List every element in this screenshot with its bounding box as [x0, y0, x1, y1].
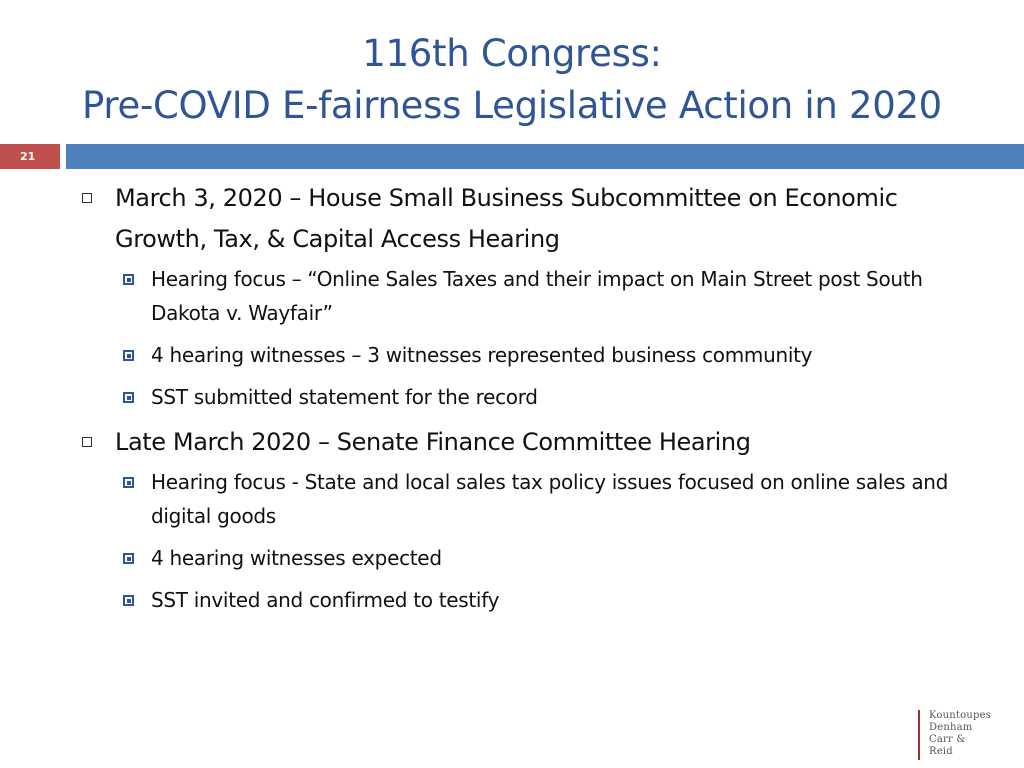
sub-bullet-item-1-2 — [82, 338, 982, 372]
square-bullet-icon — [123, 477, 134, 488]
hollow-square-bullet-icon — [82, 193, 92, 203]
slide-number: 21 — [0, 144, 60, 169]
firm-logo — [918, 710, 991, 760]
title-divider-bar — [66, 144, 1024, 169]
slide-title-line-2: Pre-COVID E-fairness Legislative Action in 2020 — [82, 84, 942, 127]
slide-title-line-1: 116th Congress: — [362, 32, 662, 75]
logo-name-3: Carr & — [929, 734, 966, 745]
slide-title — [0, 28, 1024, 132]
sub-bullet-item-2-3 — [82, 583, 982, 617]
sub-bullet-item-text: SST invited and confirmed to testify — [151, 588, 500, 612]
square-bullet-icon — [123, 392, 134, 403]
sub-bullet-item-text: Hearing focus - State and local sales tax policy issues focused on online sales and digital goods — [151, 470, 949, 528]
bullet-item-2-text: Late March 2020 – Senate Finance Committee Hearing — [115, 428, 751, 456]
sub-bullet-item-1-1 — [82, 262, 982, 330]
square-bullet-icon — [123, 553, 134, 564]
logo-name-4: Reid — [929, 746, 953, 757]
bullet-item-1 — [82, 178, 982, 260]
square-bullet-icon — [123, 274, 134, 285]
logo-name-2: Denham — [929, 722, 973, 733]
sub-bullet-item-text: SST submitted statement for the record — [151, 385, 538, 409]
slide-content — [82, 178, 982, 625]
sub-bullet-item-text: 4 hearing witnesses expected — [151, 546, 442, 570]
logo-name-1: Kountoupes — [929, 710, 992, 721]
sub-bullet-item-text: 4 hearing witnesses – 3 witnesses represented business community — [151, 343, 813, 367]
sub-bullet-item-1-3 — [82, 380, 982, 414]
square-bullet-icon — [123, 350, 134, 361]
logo-rule — [918, 710, 920, 760]
logo-names — [929, 710, 991, 760]
sub-bullet-item-text: Hearing focus – “Online Sales Taxes and their impact on Main Street post South Dakota v. Wayfair” — [151, 267, 923, 325]
bullet-item-2 — [82, 422, 982, 463]
sub-bullet-item-2-1 — [82, 465, 982, 533]
bullet-item-1-text: March 3, 2020 – House Small Business Subcommittee on Economic Growth, Tax, & Capital Access Hearing — [115, 184, 898, 253]
hollow-square-bullet-icon — [82, 437, 92, 447]
sub-bullet-item-2-2 — [82, 541, 982, 575]
square-bullet-icon — [123, 595, 134, 606]
